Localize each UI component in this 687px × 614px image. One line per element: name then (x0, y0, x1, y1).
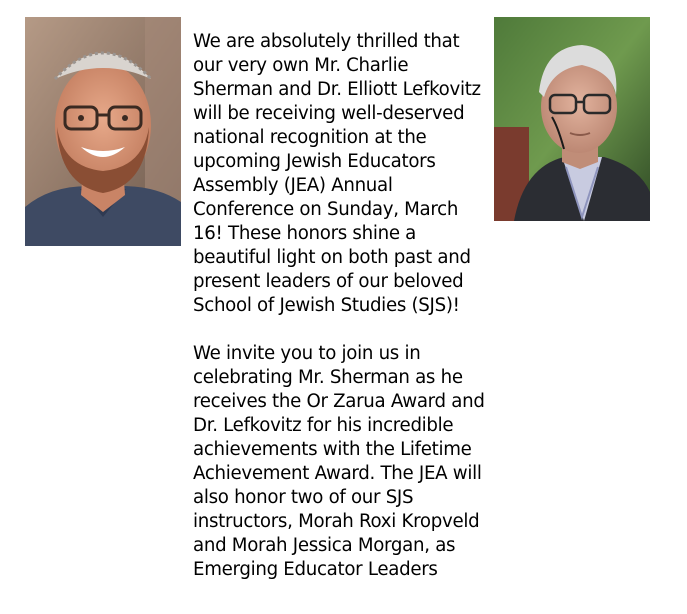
article-paragraph-1: We are absolutely thrilled that our very own Mr. Charlie Sherman and Dr. Elliott Lefkovitz will be receiving well-deserved national recognition at the upcoming Jewish Educators Assembly (JEA) Annual Conference on Sunday, March 16! These honors shine a beautiful light on both past and present leaders of our beloved School of Jewish Studies (SJS)! (193, 31, 481, 316)
portrait-photo-right (494, 17, 650, 221)
portrait-left-image (25, 17, 181, 246)
article-body (193, 30, 489, 582)
article-paragraph-2: We invite you to join us in celebrating Mr. Sherman as he receives the Or Zarua Award and Dr. Lefkovitz for his incredible achievements with the Lifetime Achievement Award. The JEA will also honor two of our SJS instructors, Morah Roxi Kropveld and Morah Jessica Morgan, as Emerging Educator Leaders (193, 343, 485, 580)
portrait-photo-left (25, 17, 181, 246)
portrait-right-image (494, 17, 650, 221)
